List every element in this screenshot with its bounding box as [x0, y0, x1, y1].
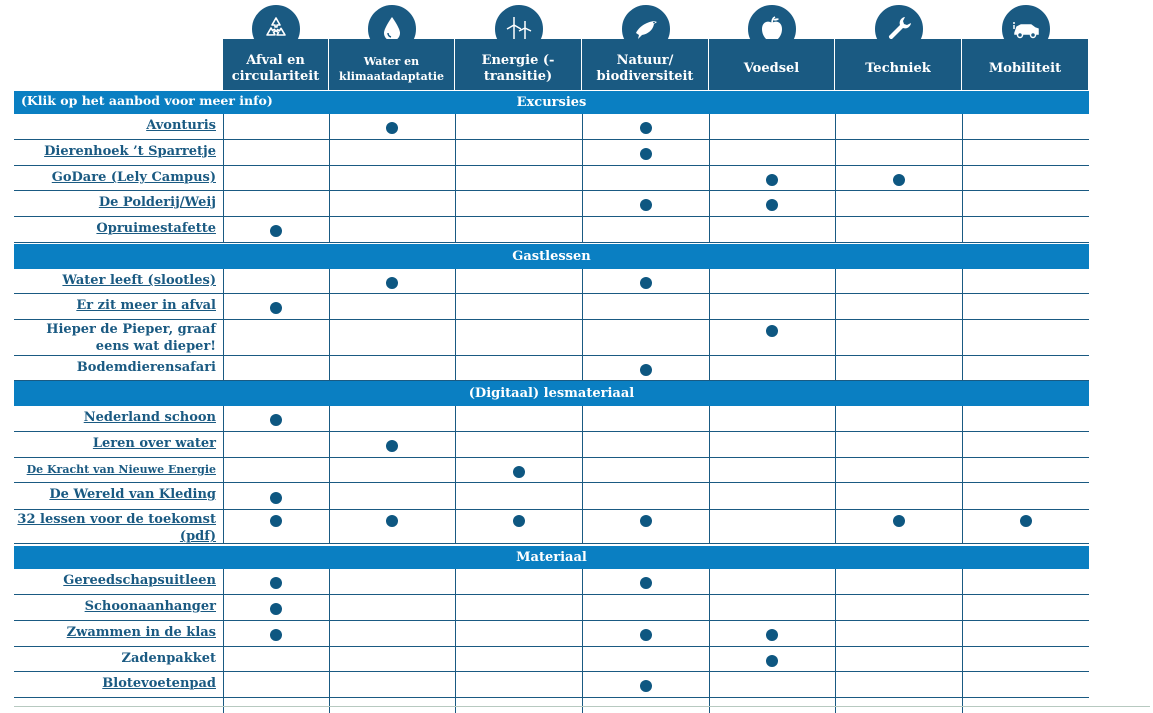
table-row	[14, 217, 1089, 243]
column-header	[835, 39, 962, 90]
section-header	[14, 244, 1089, 269]
aanbod-link[interactable]: Opruimestafette	[96, 221, 216, 236]
grid-line	[582, 114, 583, 243]
grid-line	[455, 569, 456, 713]
grid-line	[455, 406, 456, 544]
mark-dot	[270, 603, 282, 615]
table-row	[14, 320, 1089, 356]
grid-line	[582, 269, 583, 381]
aanbod-link[interactable]: Water leeft (slootles)	[62, 273, 216, 288]
aanbod-link[interactable]: Er zit meer in afval	[76, 298, 216, 313]
mark-dot	[270, 577, 282, 589]
mark-dot	[766, 655, 778, 667]
grid-line	[329, 114, 330, 243]
aanbod-link[interactable]: Avonturis	[146, 118, 216, 133]
table-row	[14, 672, 1089, 698]
mark-dot	[640, 629, 652, 641]
mark-dot	[270, 492, 282, 504]
grid-line	[329, 406, 330, 544]
table-row	[14, 166, 1089, 191]
column-header-label: Water en klimaatadaptatie	[338, 54, 445, 83]
column-header-label: Techniek	[865, 60, 931, 76]
grid-line	[455, 269, 456, 381]
mark-dot	[766, 325, 778, 337]
table-row	[14, 432, 1089, 458]
table-row	[14, 356, 1089, 381]
grid-line	[223, 406, 224, 544]
mark-dot	[640, 680, 652, 692]
table-row	[14, 483, 1089, 510]
aanbod-link[interactable]: Nederland schoon	[83, 410, 216, 425]
mark-dot	[270, 414, 282, 426]
grid-line	[582, 569, 583, 713]
table-row	[14, 406, 1089, 432]
table-row	[14, 621, 1089, 647]
grid-line	[962, 406, 963, 544]
aanbod-link[interactable]: Gereedschapsuitleen	[63, 573, 216, 588]
grid-line	[223, 269, 224, 381]
aanbod-link[interactable]: Bodemdierensafari	[76, 360, 216, 375]
mark-dot	[270, 225, 282, 237]
table-row	[14, 114, 1089, 140]
aanbod-link[interactable]: Zadenpakket	[121, 651, 216, 666]
column-header	[223, 39, 329, 90]
mark-dot	[766, 174, 778, 186]
table-row	[14, 140, 1089, 166]
aanbod-link[interactable]: De Polderij/Weij	[98, 195, 216, 210]
aanbod-link[interactable]: De Kracht van Nieuwe Energie	[26, 463, 216, 476]
grid-line	[329, 269, 330, 381]
aanbod-link[interactable]: Hieper de Pieper, graaf eens wat dieper!	[46, 322, 216, 354]
grid-line	[709, 269, 710, 381]
section-title: Gastlessen	[512, 249, 591, 264]
table-row	[14, 510, 1089, 544]
mark-dot	[640, 577, 652, 589]
mark-dot	[766, 199, 778, 211]
mark-dot	[386, 122, 398, 134]
grid-line	[709, 569, 710, 713]
column-header-label: Energie (-transitie)	[481, 52, 555, 84]
table-row	[14, 595, 1089, 621]
mark-dot	[640, 199, 652, 211]
mark-dot	[513, 515, 525, 527]
table-row	[14, 294, 1089, 320]
table-row	[14, 458, 1089, 483]
mark-dot	[893, 174, 905, 186]
footer-divider	[14, 706, 1150, 707]
mark-dot	[640, 148, 652, 160]
column-header	[455, 39, 582, 90]
mark-dot	[513, 466, 525, 478]
mark-dot	[640, 364, 652, 376]
mark-dot	[766, 629, 778, 641]
grid-line	[223, 114, 224, 243]
column-header-label: Natuur/ biodiversiteit	[596, 52, 694, 84]
aanbod-link[interactable]: Blotevoetenpad	[102, 676, 216, 691]
section-title: (Digitaal) lesmateriaal	[468, 386, 635, 401]
grid-line	[835, 406, 836, 544]
mark-dot	[640, 515, 652, 527]
section-title: Excursies	[516, 95, 587, 110]
table-row	[14, 191, 1089, 217]
grid-line	[709, 114, 710, 243]
mark-dot	[386, 277, 398, 289]
column-header	[709, 39, 835, 90]
table-row	[14, 569, 1089, 595]
column-header	[329, 39, 455, 90]
mark-dot	[640, 122, 652, 134]
mark-dot	[386, 440, 398, 452]
grid-line	[709, 406, 710, 544]
mark-dot	[640, 277, 652, 289]
column-header-label: Afval en circulariteit	[231, 52, 320, 84]
grid-line	[962, 269, 963, 381]
aanbod-link[interactable]: 32 lessen voor de toekomst (pdf)	[17, 512, 216, 544]
grid-line	[835, 114, 836, 243]
grid-line	[582, 406, 583, 544]
mark-dot	[270, 629, 282, 641]
mark-dot	[386, 515, 398, 527]
grid-line	[962, 114, 963, 243]
grid-line	[962, 569, 963, 713]
mark-dot	[893, 515, 905, 527]
column-header-label: Voedsel	[743, 60, 800, 76]
aanbod-link[interactable]: Zwammen in de klas	[66, 625, 216, 640]
aanbod-link[interactable]: Dierenhoek ’t Sparretje	[44, 144, 216, 159]
table-row	[14, 269, 1089, 294]
info-hint: (Klik op het aanbod voor meer info)	[21, 93, 273, 108]
grid-line	[455, 114, 456, 243]
mark-dot	[270, 302, 282, 314]
section-title: Materiaal	[516, 550, 587, 565]
grid-line	[835, 269, 836, 381]
column-header-label: Mobiliteit	[988, 60, 1062, 76]
grid-line	[223, 569, 224, 713]
grid-line	[835, 569, 836, 713]
aanbod-link[interactable]: GoDare (Lely Campus)	[51, 170, 216, 185]
mark-dot	[270, 515, 282, 527]
mark-dot	[1020, 515, 1032, 527]
section-header	[14, 381, 1089, 406]
column-header	[582, 39, 709, 90]
section-header	[14, 546, 1089, 569]
section-header	[14, 91, 1089, 114]
aanbod-link[interactable]: Leren over water	[92, 436, 216, 451]
aanbod-link[interactable]: De Wereld van Kleding	[49, 487, 216, 502]
grid-line	[329, 569, 330, 713]
column-header	[962, 39, 1089, 90]
table-row	[14, 647, 1089, 672]
aanbod-link[interactable]: Schoonaanhanger	[84, 599, 216, 614]
